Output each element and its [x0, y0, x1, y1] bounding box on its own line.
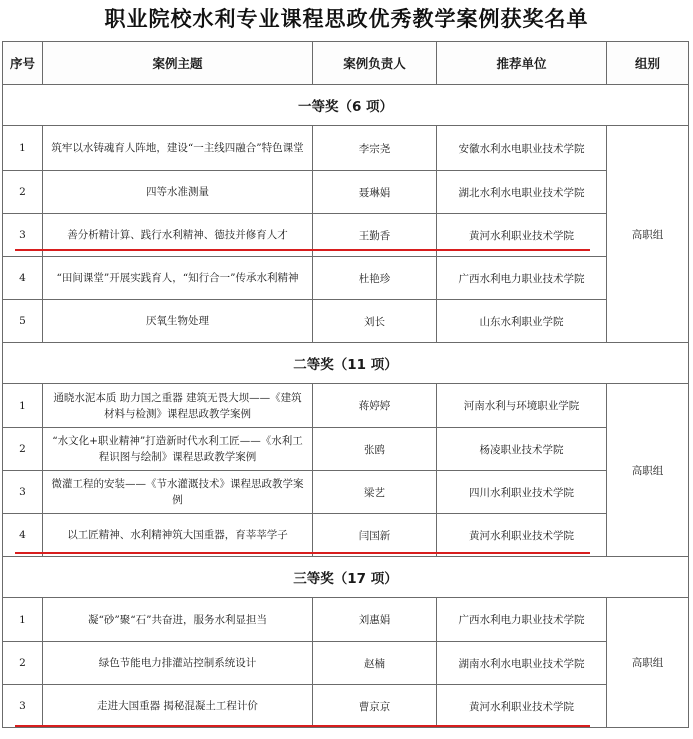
- cell-topic: 绿色节能电力排灌站控制系统设计: [43, 642, 313, 685]
- cell-unit: 河南水利与环境职业学院: [437, 384, 607, 428]
- cell-no: 4: [3, 257, 43, 300]
- cell-lead: 杜艳珍: [313, 257, 437, 300]
- header-group: 组别: [607, 42, 689, 85]
- cell-lead: 李宗尧: [313, 126, 437, 171]
- cell-lead: 赵楠: [313, 642, 437, 685]
- cell-unit: 四川水利职业技术学院: [437, 471, 607, 514]
- cell-lead: 刘长: [313, 300, 437, 343]
- cell-topic: “水文化+职业精神”打造新时代水利工匠——《水利工程识图与绘制》课程思政教学案例: [43, 428, 313, 471]
- section-first-prize: 一等奖（6 项）: [3, 85, 689, 126]
- table-row: [3, 171, 689, 214]
- cell-no: 1: [3, 598, 43, 642]
- table-row: [3, 384, 689, 428]
- table-row: [3, 685, 689, 728]
- header-no: 序号: [3, 42, 43, 85]
- section-third-prize: 三等奖（17 项）: [3, 557, 689, 598]
- cell-unit: 广西水利电力职业技术学院: [437, 598, 607, 642]
- cell-topic: 四等水准测量: [43, 171, 313, 214]
- cell-unit: 黄河水利职业技术学院: [437, 685, 607, 728]
- cell-unit: 山东水利职业学院: [437, 300, 607, 343]
- cell-no: 1: [3, 126, 43, 171]
- cell-no: 2: [3, 642, 43, 685]
- header-row: [3, 42, 689, 85]
- cell-no: 3: [3, 685, 43, 728]
- cell-unit: 湖北水利水电职业技术学院: [437, 171, 607, 214]
- table-row: [3, 257, 689, 300]
- table-row: [3, 126, 689, 171]
- section-second-prize: 二等奖（11 项）: [3, 343, 689, 384]
- cell-unit: 黄河水利职业技术学院: [437, 214, 607, 257]
- cell-unit: 杨凌职业技术学院: [437, 428, 607, 471]
- awards-table: [2, 41, 689, 728]
- cell-lead: 曹京京: [313, 685, 437, 728]
- cell-topic: 筑牢以水铸魂育人阵地，建设“一主线四融合”特色课堂: [43, 126, 313, 171]
- cell-group: 高职组: [607, 126, 689, 343]
- cell-no: 2: [3, 171, 43, 214]
- cell-unit: 安徽水利水电职业技术学院: [437, 126, 607, 171]
- table-row: [3, 598, 689, 642]
- cell-topic: 凝“砂”聚“石”共奋进，服务水利显担当: [43, 598, 313, 642]
- table-row: [3, 642, 689, 685]
- page-title: 职业院校水利专业课程思政优秀教学案例获奖名单: [104, 7, 589, 31]
- cell-group: 高职组: [607, 384, 689, 557]
- cell-topic: 走进大国重器 揭秘混凝土工程计价: [43, 685, 313, 728]
- cell-lead: 张鸥: [313, 428, 437, 471]
- header-unit: 推荐单位: [437, 42, 607, 85]
- cell-topic: 通晓水泥本质 助力国之重器 建筑无畏大坝——《建筑材料与检测》课程思政教学案例: [43, 384, 313, 428]
- cell-no: 4: [3, 514, 43, 557]
- cell-no: 5: [3, 300, 43, 343]
- highlight-underline: [15, 725, 590, 727]
- highlight-underline: [15, 552, 590, 554]
- header-lead: 案例负责人: [313, 42, 437, 85]
- table-row: [3, 428, 689, 471]
- cell-lead: 王勤香: [313, 214, 437, 257]
- cell-no: 1: [3, 384, 43, 428]
- cell-unit: 黄河水利职业技术学院: [437, 514, 607, 557]
- cell-lead: 刘惠娟: [313, 598, 437, 642]
- cell-topic: 厌氧生物处理: [43, 300, 313, 343]
- table-row: [3, 514, 689, 557]
- highlight-underline: [15, 249, 590, 251]
- cell-topic: 微灌工程的安装——《节水灌溉技术》课程思政教学案例: [43, 471, 313, 514]
- header-topic: 案例主题: [43, 42, 313, 85]
- cell-no: 3: [3, 471, 43, 514]
- table-row: [3, 300, 689, 343]
- cell-lead: 梁艺: [313, 471, 437, 514]
- cell-topic: “田间课堂”开展实践育人，“知行合一”传承水利精神: [43, 257, 313, 300]
- cell-unit: 广西水利电力职业技术学院: [437, 257, 607, 300]
- cell-unit: 湖南水利水电职业技术学院: [437, 642, 607, 685]
- cell-lead: 蒋婷婷: [313, 384, 437, 428]
- table-row: [3, 471, 689, 514]
- cell-topic: 以工匠精神、水利精神筑大国重器，育莘莘学子: [43, 514, 313, 557]
- cell-group: 高职组: [607, 598, 689, 728]
- cell-no: 2: [3, 428, 43, 471]
- cell-no: 3: [3, 214, 43, 257]
- cell-lead: 聂琳娟: [313, 171, 437, 214]
- cell-topic: 善分析精计算、践行水利精神、德技并修育人才: [43, 214, 313, 257]
- cell-lead: 闫国新: [313, 514, 437, 557]
